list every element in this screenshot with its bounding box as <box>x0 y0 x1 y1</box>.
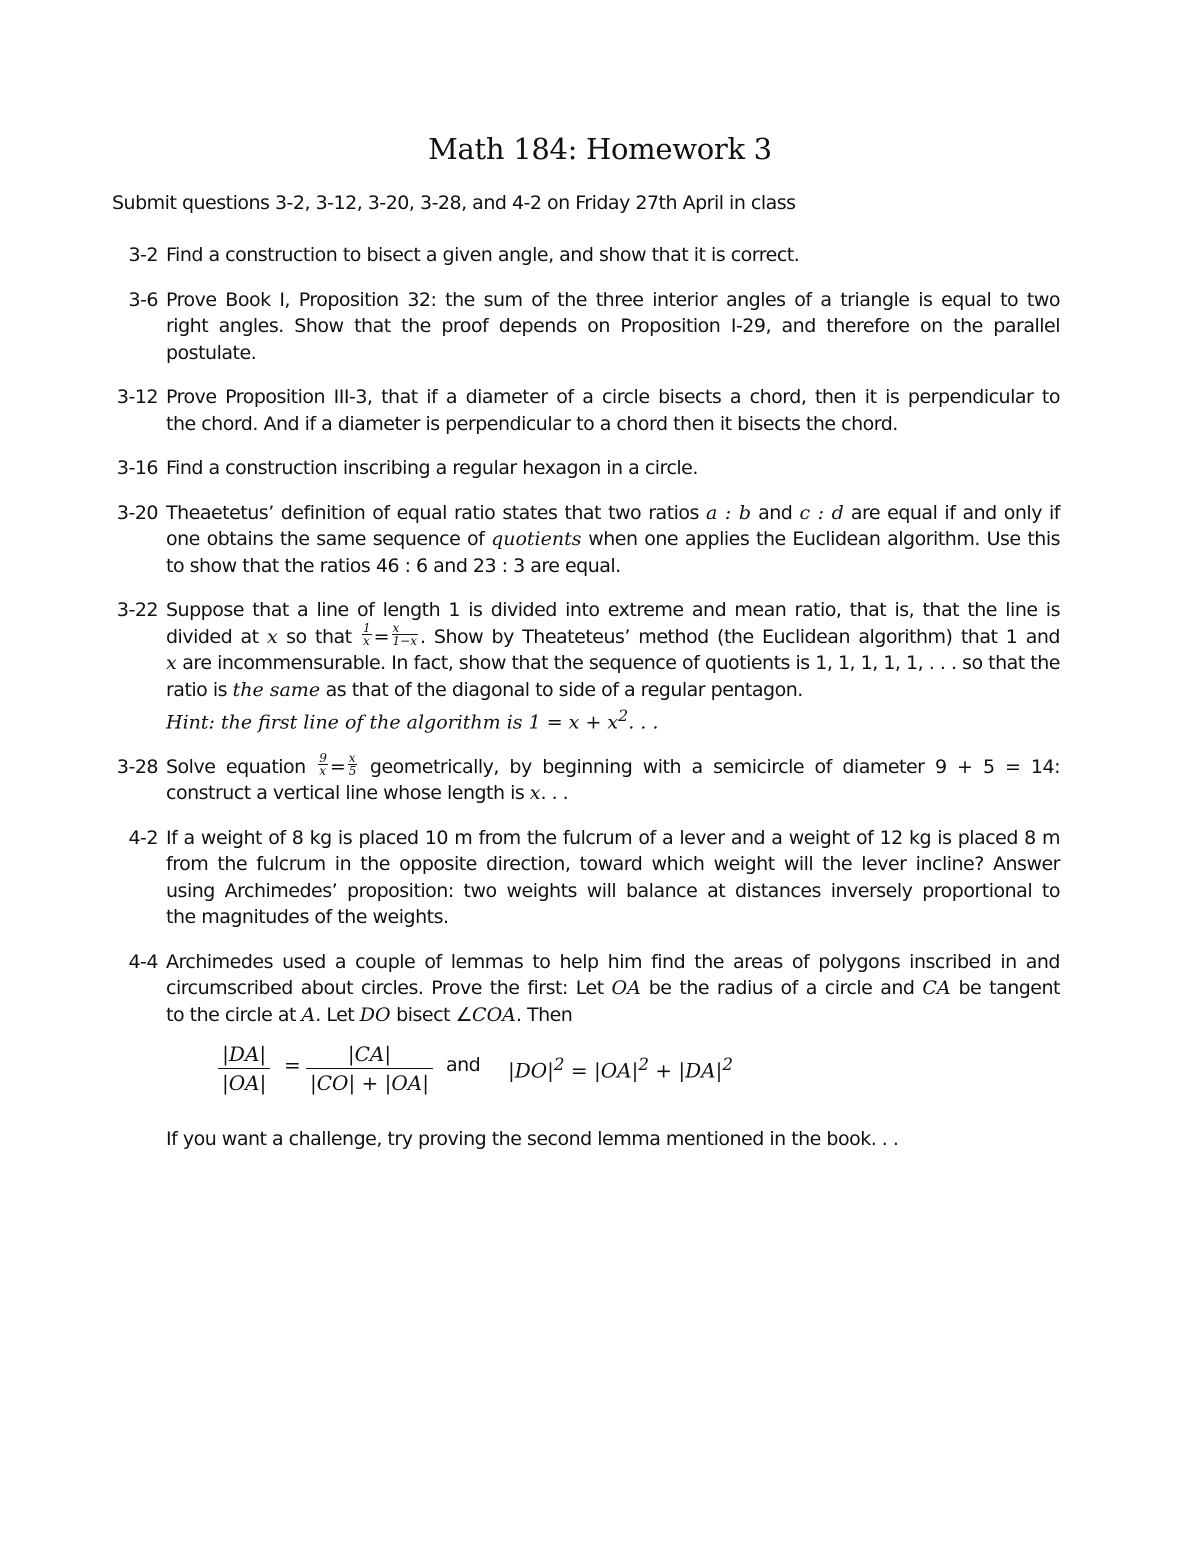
exponent: 2 <box>553 1055 565 1075</box>
text-run: are incommensurable. In fact, show that the sequence of quotients is 1, 1, 1, 1, 1, . . . so that the <box>176 652 1060 674</box>
pythagorean-equation <box>508 1052 733 1084</box>
problem-3-20 <box>112 500 1060 580</box>
equals-sign: = <box>284 1053 301 1078</box>
math-variable: x <box>166 652 177 674</box>
display-equation <box>166 1040 1060 1118</box>
text-run: ratio is <box>166 678 233 701</box>
problem-text: Find a construction to bisect a given angle, and show that it is correct. <box>166 244 800 266</box>
text-run: |DO| <box>508 1058 554 1083</box>
equals-sign: = <box>373 625 390 648</box>
text-run: and <box>751 501 800 524</box>
problem-text-line <box>166 500 1060 527</box>
problem-text-line: If a weight of 8 kg is placed 10 m from the fulcrum of a lever and a weight of 12 kg is placed 8 m <box>166 826 1060 849</box>
problem-text-line: Suppose that a line of length 1 is divided into extreme and mean ratio, that is, that the line is <box>166 599 1060 621</box>
problem-text-line <box>166 526 1060 553</box>
problem-text-line: to show that the ratios 46 : 6 and 23 : 3 are equal. <box>166 554 621 577</box>
problem-3-16 <box>112 455 1060 482</box>
hint-text: Hint: the first line of the algorithm is 1 = x + x <box>166 711 619 734</box>
text-run: to the circle at <box>166 1003 302 1026</box>
problem-text-line <box>166 975 1060 1002</box>
conjunction-text: and <box>446 1054 481 1077</box>
problem-3-28 <box>112 750 1060 807</box>
problem-text: Find a construction inscribing a regular hexagon in a circle. <box>166 457 698 479</box>
fraction <box>318 752 328 777</box>
text-run: . Then <box>515 1003 573 1026</box>
fraction <box>306 1040 433 1097</box>
text-run: when one applies the Euclidean algorithm. Use this <box>581 528 1061 550</box>
text-run: . . . <box>628 711 659 734</box>
math-variable: COA <box>472 1003 516 1026</box>
math-ratio: a : b <box>706 501 752 524</box>
text-run: are equal if and only if <box>843 501 1060 524</box>
fraction <box>362 622 372 647</box>
text-run: circumscribed about circles. Prove the first: Let <box>166 977 612 1000</box>
hint-line <box>166 703 1060 736</box>
math-variable: x <box>529 782 541 805</box>
text-run: be tangent <box>950 977 1060 1000</box>
problem-text-line <box>166 780 1060 807</box>
exponent: 2 <box>618 706 629 725</box>
emphasis: quotients <box>491 528 582 550</box>
problem-number: 3-2 <box>128 244 158 266</box>
numerator: |DA| <box>218 1040 270 1069</box>
problem-text-line: Prove Proposition III-3, that if a diameter of a circle bisects a chord, then it is perpendicular to <box>166 386 1060 408</box>
text-run: be the radius of a circle and <box>640 977 923 1000</box>
text-run: = |OA| <box>564 1058 639 1083</box>
numerator: 1 <box>362 620 371 635</box>
math-variable: OA <box>611 977 641 1000</box>
problem-text-line: from the fulcrum in the opposite direction, toward which weight will the lever incline? Answer <box>166 853 1060 876</box>
problem-text-line <box>166 677 1060 704</box>
fraction <box>218 1040 270 1097</box>
problem-3-12 <box>112 384 1060 437</box>
numerator: |CA| <box>306 1040 433 1069</box>
math-variable: CA <box>922 977 951 1000</box>
text-run: . Let <box>315 1003 360 1026</box>
math-variable: DO <box>359 1003 391 1026</box>
problem-text-line: using Archimedes’ proposition: two weights will balance at distances inversely proportional to <box>166 879 1060 902</box>
challenge-note: If you want a challenge, try proving the second lemma mentioned in the book. . . <box>166 1128 899 1151</box>
problem-3-6 <box>112 287 1060 367</box>
numerator: x <box>392 622 418 635</box>
emphasis: the same <box>232 678 321 701</box>
text-run: construct a vertical line whose length is <box>166 782 530 805</box>
problem-4-4 <box>112 949 1060 1153</box>
problem-number: 3-6 <box>128 288 158 311</box>
text-run: . Show by Theateteus’ method (the Euclidean algorithm) that 1 and <box>419 625 1060 648</box>
exponent: 2 <box>722 1055 733 1075</box>
problem-number: 3-22 <box>116 599 158 621</box>
problem-text-line: the magnitudes of the weights. <box>166 906 449 929</box>
problem-number: 3-12 <box>116 386 158 408</box>
problem-list <box>112 242 1060 1171</box>
text-run: bisect ∠ <box>390 1003 473 1026</box>
problem-3-22 <box>112 597 1060 736</box>
exponent: 2 <box>638 1055 649 1075</box>
submission-instructions: Submit questions 3-2, 3-12, 3-20, 3-28, and 4-2 on Friday 27th April in class <box>112 192 796 214</box>
text-run: so that <box>277 625 360 648</box>
problem-number: 4-4 <box>128 950 158 973</box>
equals-sign: = <box>329 755 346 778</box>
text-run: divided at <box>166 625 268 648</box>
text-run: one obtains the same sequence of <box>166 528 492 550</box>
math-ratio: c : d <box>799 501 844 524</box>
problem-number: 3-20 <box>116 501 158 524</box>
page-title: Math 184: Homework 3 <box>428 132 772 166</box>
text-run: + |DA| <box>648 1058 723 1083</box>
problem-3-2 <box>112 242 1060 269</box>
text-run: as that of the diagonal to side of a regular pentagon. <box>320 678 803 701</box>
text-run: geometrically, by beginning with a semicircle of diameter 9 + 5 = 14: <box>359 755 1060 778</box>
text-run: Solve equation <box>166 755 317 778</box>
problem-text-line <box>166 620 1060 651</box>
denominator: 5 <box>348 763 357 778</box>
problem-number: 4-2 <box>128 826 158 849</box>
denominator: |CO| + |OA| <box>310 1071 429 1096</box>
denominator: 1−x <box>392 633 417 648</box>
math-variable: x <box>267 625 278 648</box>
text-run: Theaetetus’ definition of equal ratio states that two ratios <box>166 501 707 524</box>
numerator: 9 <box>319 750 327 765</box>
problem-text-line <box>166 650 1060 677</box>
problem-text-line: postulate. <box>166 341 257 364</box>
fraction <box>392 622 418 647</box>
fraction <box>348 752 358 777</box>
problem-text-line <box>166 1002 1060 1029</box>
problem-number: 3-16 <box>116 457 158 479</box>
denominator: |OA| <box>222 1071 267 1096</box>
denominator: x <box>319 763 326 778</box>
text-run: . . . <box>540 782 569 805</box>
problem-number: 3-28 <box>116 755 158 778</box>
problem-text-line: the chord. And if a diameter is perpendicular to a chord then it bisects the chord. <box>166 412 898 435</box>
problem-4-2 <box>112 825 1060 931</box>
problem-text-line: Archimedes used a couple of lemmas to help him find the areas of polygons inscribed in and <box>166 950 1060 973</box>
numerator: x <box>348 750 356 765</box>
math-variable: A <box>301 1003 316 1026</box>
problem-text-line: right angles. Show that the proof depends on Proposition I-29, and therefore on the parallel <box>166 315 1060 337</box>
problem-text-line: Prove Book I, Proposition 32: the sum of the three interior angles of a triangle is equal to two <box>166 288 1060 311</box>
problem-text-line <box>166 750 1060 781</box>
denominator: x <box>362 633 370 648</box>
